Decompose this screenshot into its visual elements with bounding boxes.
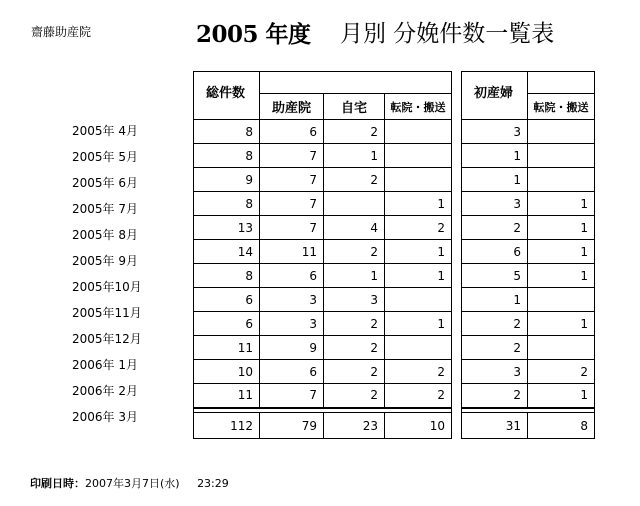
table-row (194, 240, 452, 264)
cell-total: 8 (194, 120, 260, 144)
cell-transfer (385, 168, 452, 192)
cell-home: 1 (324, 144, 385, 168)
cell-primipara-transfer (528, 120, 595, 144)
cell-transfer: 1 (385, 240, 452, 264)
cell-home: 2 (324, 312, 385, 336)
print-time: 23:29 (197, 477, 229, 490)
table-row (194, 312, 452, 336)
cell-midwife-clinic: 3 (260, 312, 324, 336)
month-label: 2005年 4月 (72, 124, 138, 138)
month-label: 2005年 6月 (72, 176, 138, 190)
table-row (462, 168, 595, 192)
cell-primipara: 3 (462, 120, 528, 144)
cell-total: 8 (194, 144, 260, 168)
table-row (462, 336, 595, 360)
cell-home: 2 (324, 360, 385, 384)
cell-home (324, 192, 385, 216)
cell-primipara: 1 (462, 144, 528, 168)
cell-primipara: 2 (462, 336, 528, 360)
total-count-table (193, 71, 452, 439)
month-label: 2006年 2月 (72, 384, 138, 398)
cell-midwife-clinic: 11 (260, 240, 324, 264)
cell-home: 1 (324, 264, 385, 288)
cell-primipara-transfer (528, 144, 595, 168)
cell-transfer: 1 (385, 312, 452, 336)
total-primipara: 31 (462, 413, 528, 439)
header-total: 総件数 (194, 72, 260, 120)
month-label: 2005年 5月 (72, 150, 138, 164)
table-row (462, 240, 595, 264)
cell-transfer: 2 (385, 384, 452, 408)
table-row (462, 216, 595, 240)
cell-transfer (385, 336, 452, 360)
month-label: 2006年 3月 (72, 410, 138, 424)
cell-transfer: 2 (385, 216, 452, 240)
clinic-name: 齋藤助産院 (31, 25, 92, 39)
cell-transfer: 1 (385, 264, 452, 288)
cell-midwife-clinic: 6 (260, 360, 324, 384)
cell-total: 8 (194, 192, 260, 216)
print-label: 印刷日時： (30, 477, 85, 490)
cell-primipara: 3 (462, 192, 528, 216)
cell-midwife-clinic: 7 (260, 192, 324, 216)
cell-primipara: 1 (462, 288, 528, 312)
cell-midwife-clinic: 7 (260, 168, 324, 192)
header-primipara-transfer: 転院・搬送 (528, 94, 595, 120)
cell-home: 2 (324, 240, 385, 264)
cell-primipara: 5 (462, 264, 528, 288)
cell-primipara-transfer (528, 336, 595, 360)
table-row (462, 288, 595, 312)
print-info (30, 475, 229, 491)
cell-transfer: 2 (385, 360, 452, 384)
cell-total: 14 (194, 240, 260, 264)
month-label: 2005年12月 (72, 332, 142, 346)
month-label: 2006年 1月 (72, 358, 138, 372)
month-label: 2005年 7月 (72, 202, 138, 216)
cell-midwife-clinic: 9 (260, 336, 324, 360)
month-label: 2005年 8月 (72, 228, 138, 242)
cell-transfer (385, 288, 452, 312)
title-year: 2005 年度 (196, 21, 311, 48)
total-transfer: 10 (385, 413, 452, 439)
month-label: 2005年 9月 (72, 254, 138, 268)
table-row (194, 360, 452, 384)
cell-total: 10 (194, 360, 260, 384)
cell-primipara: 2 (462, 312, 528, 336)
cell-total: 6 (194, 312, 260, 336)
table-row (462, 144, 595, 168)
totals-row (194, 413, 452, 439)
print-date: 2007年3月7日(水) (85, 477, 180, 490)
cell-primipara: 1 (462, 168, 528, 192)
cell-midwife-clinic: 7 (260, 384, 324, 408)
cell-total: 8 (194, 264, 260, 288)
total-primipara-transfer: 8 (528, 413, 595, 439)
cell-midwife-clinic: 6 (260, 264, 324, 288)
cell-primipara-transfer (528, 168, 595, 192)
table-row (194, 264, 452, 288)
cell-midwife-clinic: 7 (260, 216, 324, 240)
table-row (462, 312, 595, 336)
header-transfer: 転院・搬送 (385, 94, 452, 120)
cell-home: 2 (324, 168, 385, 192)
table-row (462, 264, 595, 288)
cell-primipara-transfer (528, 288, 595, 312)
cell-midwife-clinic: 7 (260, 144, 324, 168)
header-primipara: 初産婦 (462, 72, 528, 120)
table-row (194, 192, 452, 216)
header-spacer (528, 72, 595, 94)
total-all: 112 (194, 413, 260, 439)
month-label: 2005年10月 (72, 280, 142, 294)
cell-primipara: 2 (462, 384, 528, 408)
cell-primipara: 2 (462, 216, 528, 240)
table-row (194, 384, 452, 408)
total-midwife-clinic: 79 (260, 413, 324, 439)
table-row (194, 336, 452, 360)
page-title: 月別 分娩件数一覧表 (340, 21, 555, 47)
table-row (194, 288, 452, 312)
cell-primipara-transfer: 1 (528, 264, 595, 288)
cell-total: 9 (194, 168, 260, 192)
table-row (462, 384, 595, 408)
header-spacer (260, 72, 452, 94)
cell-transfer (385, 144, 452, 168)
totals-row (462, 413, 595, 439)
table-row (194, 120, 452, 144)
cell-transfer (385, 120, 452, 144)
cell-primipara-transfer: 2 (528, 360, 595, 384)
cell-primipara-transfer: 1 (528, 240, 595, 264)
cell-home: 4 (324, 216, 385, 240)
table-row (194, 216, 452, 240)
cell-primipara-transfer: 1 (528, 192, 595, 216)
month-label: 2005年11月 (72, 306, 142, 320)
cell-total: 11 (194, 384, 260, 408)
cell-transfer: 1 (385, 192, 452, 216)
table-row (194, 144, 452, 168)
table-row (462, 120, 595, 144)
cell-primipara-transfer: 1 (528, 216, 595, 240)
cell-primipara: 6 (462, 240, 528, 264)
cell-primipara-transfer: 1 (528, 384, 595, 408)
cell-home: 2 (324, 384, 385, 408)
header-home: 自宅 (324, 94, 385, 120)
cell-midwife-clinic: 3 (260, 288, 324, 312)
cell-total: 11 (194, 336, 260, 360)
table-row (462, 360, 595, 384)
total-home: 23 (324, 413, 385, 439)
table-row (194, 168, 452, 192)
cell-primipara: 3 (462, 360, 528, 384)
cell-total: 6 (194, 288, 260, 312)
table-row (462, 192, 595, 216)
cell-total: 13 (194, 216, 260, 240)
header-midwife-clinic: 助産院 (260, 94, 324, 120)
cell-midwife-clinic: 6 (260, 120, 324, 144)
cell-home: 3 (324, 288, 385, 312)
cell-primipara-transfer: 1 (528, 312, 595, 336)
primipara-table (461, 71, 595, 439)
cell-home: 2 (324, 120, 385, 144)
cell-home: 2 (324, 336, 385, 360)
